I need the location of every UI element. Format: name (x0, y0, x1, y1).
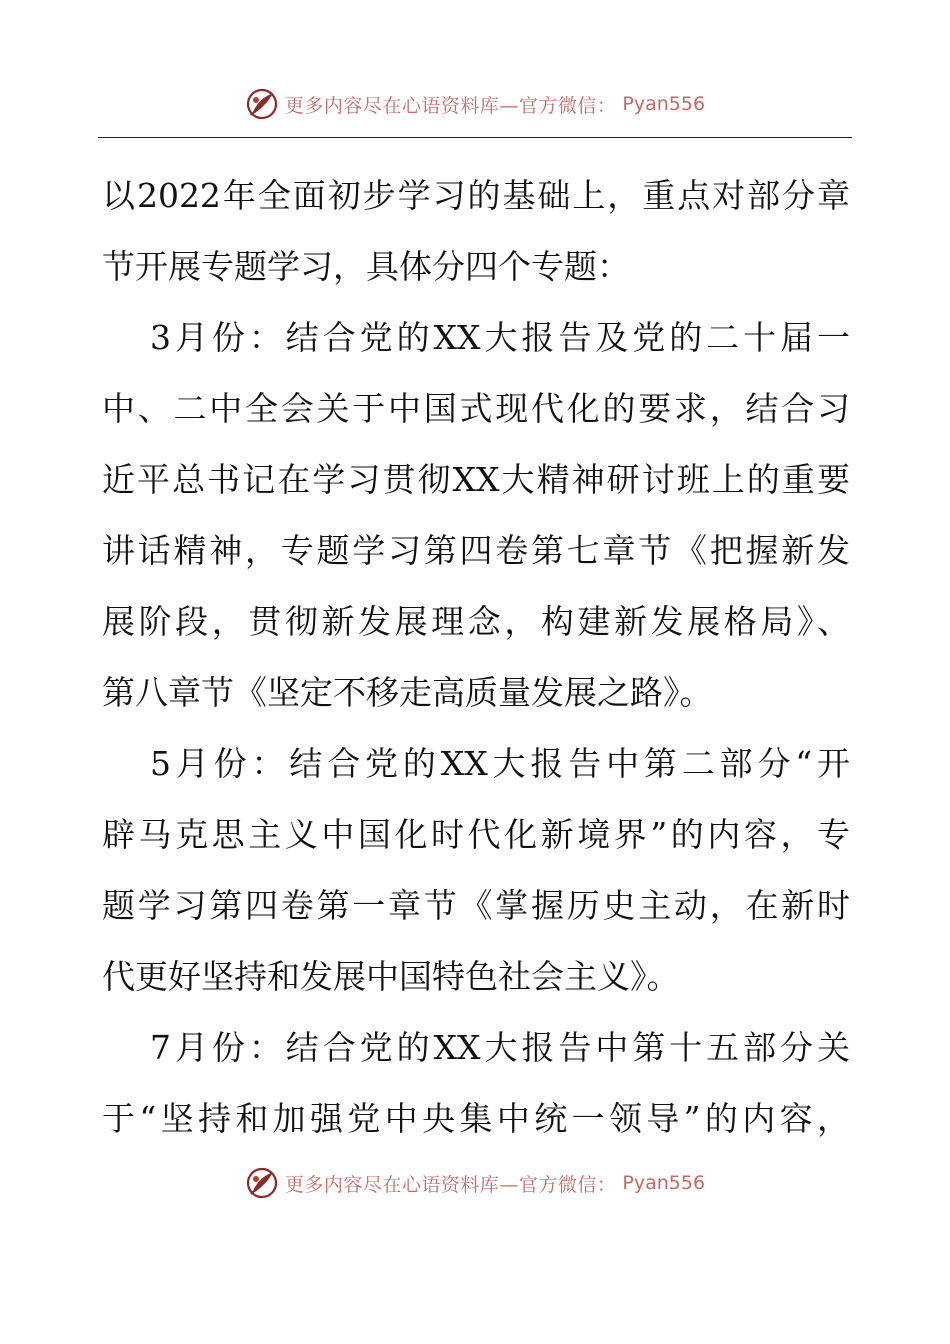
header-banner-text: 更多内容尽在心语资料库—官方微信： (284, 94, 617, 117)
footer-banner (0, 1163, 950, 1203)
body-line: 展阶段，贯彻新发展理念，构建新发展格局》、 (102, 602, 850, 641)
header-banner-inner (245, 87, 705, 121)
body-line: 5月份：结合党的XX大报告中第二部分“开 (150, 744, 850, 783)
document-body (102, 160, 850, 1154)
quill-pen-logo-icon (245, 87, 279, 121)
body-line: 7月份：结合党的XX大报告中第十五部分关 (150, 1028, 850, 1067)
body-line: 中、二中全会关于中国式现代化的要求，结合习 (102, 389, 850, 428)
body-line: 题学习第四卷第一章节《掌握历史主动，在新时 (102, 886, 850, 925)
body-line: 第八章节《坚定不移走高质量发展之路》。 (102, 673, 713, 712)
body-line: 讲话精神，专题学习第四卷第七章节《把握新发 (102, 531, 850, 570)
body-line: 近平总书记在学习贯彻XX大精神研讨班上的重要 (102, 460, 850, 499)
footer-banner-text: 更多内容尽在心语资料库—官方微信： (284, 1173, 617, 1196)
header-banner-wechat-id: Pyan556 (622, 93, 706, 115)
body-line: 3月份：结合党的XX大报告及党的二十届一 (150, 318, 850, 357)
body-line: 辟马克思主义中国化时代化新境界”的内容，专 (102, 815, 850, 854)
body-line: 代更好坚持和发展中国特色社会主义》。 (102, 957, 680, 996)
footer-banner-inner (245, 1166, 705, 1200)
body-line: 节开展专题学习，具体分四个专题： (102, 247, 630, 286)
header-banner (0, 84, 950, 124)
header-divider (98, 137, 852, 138)
quill-pen-logo-icon (245, 1166, 279, 1200)
footer-banner-wechat-id: Pyan556 (622, 1172, 706, 1194)
body-line: 于“坚持和加强党中央集中统一领导”的内容， (102, 1099, 850, 1138)
body-line: 以2022年全面初步学习的基础上，重点对部分章 (102, 176, 850, 215)
